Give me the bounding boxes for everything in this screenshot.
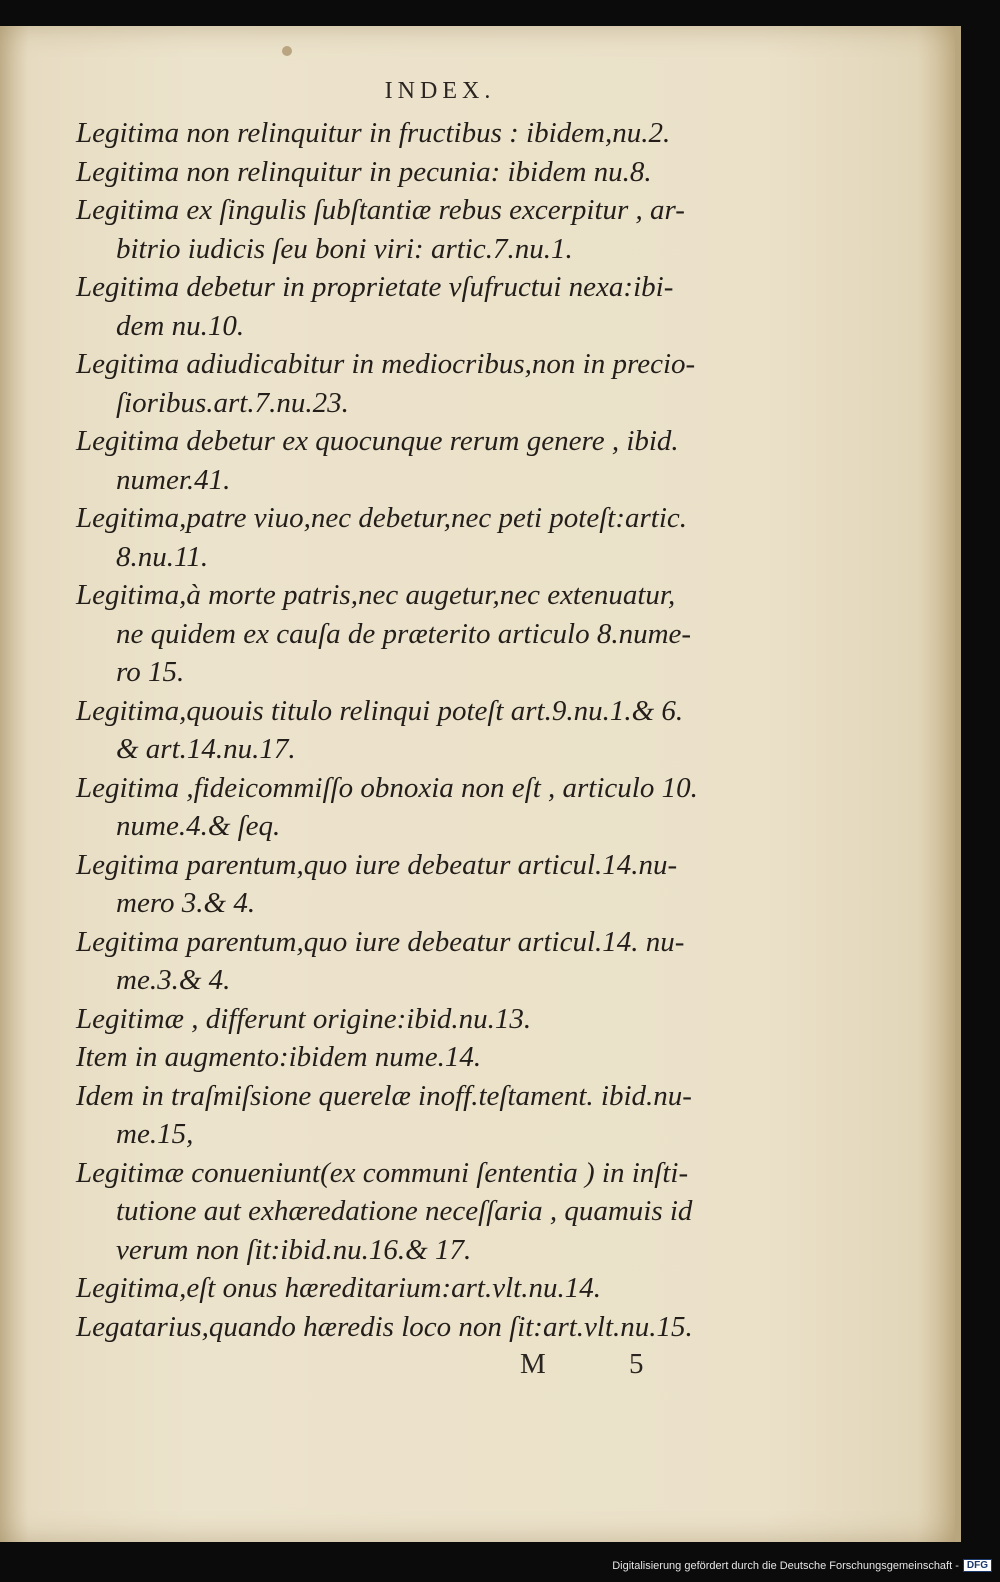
- index-entry: Legitima adiudicabitur in mediocribus,non in precio- ſioribus.art.7.nu.23.: [76, 348, 696, 419]
- index-entry: Legitima non relinquitur in fructibus : ibidem,nu.2.: [76, 117, 671, 149]
- index-entry: Legitima non relinquitur in pecunia: ibidem nu.8.: [76, 155, 652, 188]
- index-entry: Legitima,à morte patris,nec augetur,nec extenuatur, ne quidem ex cauſa de præterito articulo 8.nume- ro 15.: [76, 579, 692, 688]
- index-entries: [76, 114, 796, 1346]
- index-entry: Idem in traſmiſsione querelæ inoff.teſtament. ibid.nu- me.15,: [76, 1079, 692, 1150]
- index-entry: Legitima ex ſingulis ſubſtantiæ rebus excerpitur , ar- bitrio iudicis ſeu boni viri: artic.7.nu.1.: [76, 194, 685, 265]
- index-entry: Legitimæ conueniunt(ex communi ſententia ) in inſti- tutione aut exhæredatione neceſſaria , quamuis id verum non ſit:ibid.nu.16.& 17.: [76, 1156, 693, 1266]
- signature-mark: M 5: [520, 1348, 682, 1380]
- index-entry: Legitima,eſt onus hæreditarium:art.vlt.nu.14.: [76, 1272, 601, 1304]
- book-page: [0, 26, 961, 1542]
- dfg-logo: DFG: [963, 1559, 992, 1572]
- index-entry: Legitima,patre viuo,nec debetur,nec peti poteſt:artic. 8.nu.11.: [76, 502, 687, 573]
- index-entry: Legitima,quouis titulo relinqui poteſt art.9.nu.1.& 6. & art.14.nu.17.: [76, 694, 684, 765]
- paper-stain: [282, 46, 292, 56]
- digitization-credit: [612, 1559, 992, 1572]
- index-entry: Legitima parentum,quo iure debeatur articul.14.nu- mero 3.& 4.: [76, 848, 678, 919]
- index-entry: Legitima parentum,quo iure debeatur articul.14. nu- me.3.& 4.: [76, 925, 685, 996]
- index-entry: Item in augmento:ibidem nume.14.: [76, 1041, 482, 1073]
- credit-text: Digitalisierung gefördert durch die Deutsche Forschungsgemeinschaft -: [612, 1559, 959, 1572]
- index-entry: Legitima debetur ex quocunque rerum genere , ibid. numer.41.: [76, 425, 679, 496]
- running-head: INDEX.: [384, 78, 496, 104]
- index-entry: Legatarius,quando hæredis loco non ſit:art.vlt.nu.15.: [76, 1310, 693, 1343]
- index-entry: Legitima debetur in proprietate vſufructui nexa:ibi- dem nu.10.: [76, 271, 674, 342]
- index-entry: Legitima ,fideicommiſſo obnoxia non eſt , articulo 10. nume.4.& ſeq.: [76, 771, 698, 842]
- index-entry: Legitimæ , differunt origine:ibid.nu.13.: [76, 1002, 532, 1035]
